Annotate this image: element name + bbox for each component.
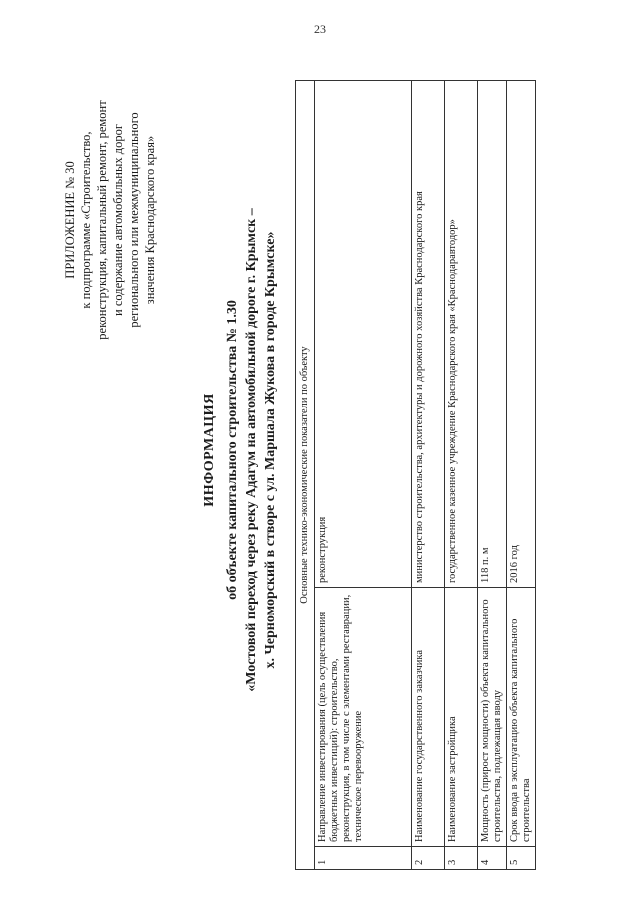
title-line: х. Черноморский в створе с ул. Маршала Жукова в городе Крымске»	[263, 231, 278, 669]
row-label: Наименование государственного заказчика	[412, 588, 445, 847]
appendix-line: и содержание автомобильных дорог	[111, 124, 125, 316]
appendix-line: регионального или межмуниципального	[127, 112, 141, 328]
rotated-content	[40, 30, 600, 870]
table-row	[315, 81, 412, 870]
indicators-table	[295, 80, 536, 870]
row-number: 4	[478, 847, 507, 870]
row-number: 3	[445, 847, 478, 870]
row-label: Срок ввода в эксплуатацию объекта капитального строительства	[507, 588, 536, 847]
row-number: 5	[507, 847, 536, 870]
row-number: 2	[412, 847, 445, 870]
row-label: Мощность (прирост мощности) объекта капитального строительства, подлежащая вводу	[478, 588, 507, 847]
appendix-line: к подпрограмме «Строительство,	[79, 131, 93, 309]
appendix-line: ПРИЛОЖЕНИЕ № 30	[63, 161, 77, 279]
title-line: об объекте капитального строительства № 1.30	[225, 300, 240, 600]
document-title	[200, 40, 280, 860]
appendix-line: значения Краснодарского края»	[143, 135, 157, 305]
appendix-line: реконструкция, капитальный ремонт, ремонт	[95, 100, 109, 340]
row-label: Направление инвестирования (цель осуществления бюджетных инвестиций): строительство, реконструкция, в том числе с элементами реставрации, техническое перевооружение	[315, 588, 412, 847]
table-row	[507, 81, 536, 870]
row-value: реконструкция	[315, 81, 412, 588]
title-line: «Мостовой переход через реку Адагум на автомобильной дороге г. Крымск –	[244, 208, 259, 692]
row-value: 118 п. м	[478, 81, 507, 588]
table-row	[412, 81, 445, 870]
row-number: 1	[315, 847, 412, 870]
row-value: государственное казенное учреждение Краснодарского края «Краснодаравтодор»	[445, 81, 478, 588]
page-number: 23	[314, 22, 326, 36]
table-row	[478, 81, 507, 870]
appendix-block	[62, 40, 158, 400]
row-value: министерство строительства, архитектуры и дорожного хозяйства Краснодарского края	[412, 81, 445, 588]
table-row	[445, 81, 478, 870]
table-header: Основные технико-экономические показатели по объекту	[296, 81, 315, 870]
title-main: ИНФОРМАЦИЯ	[202, 393, 217, 507]
row-value: 2016 год	[507, 81, 536, 588]
row-label: Наименование застройщика	[445, 588, 478, 847]
